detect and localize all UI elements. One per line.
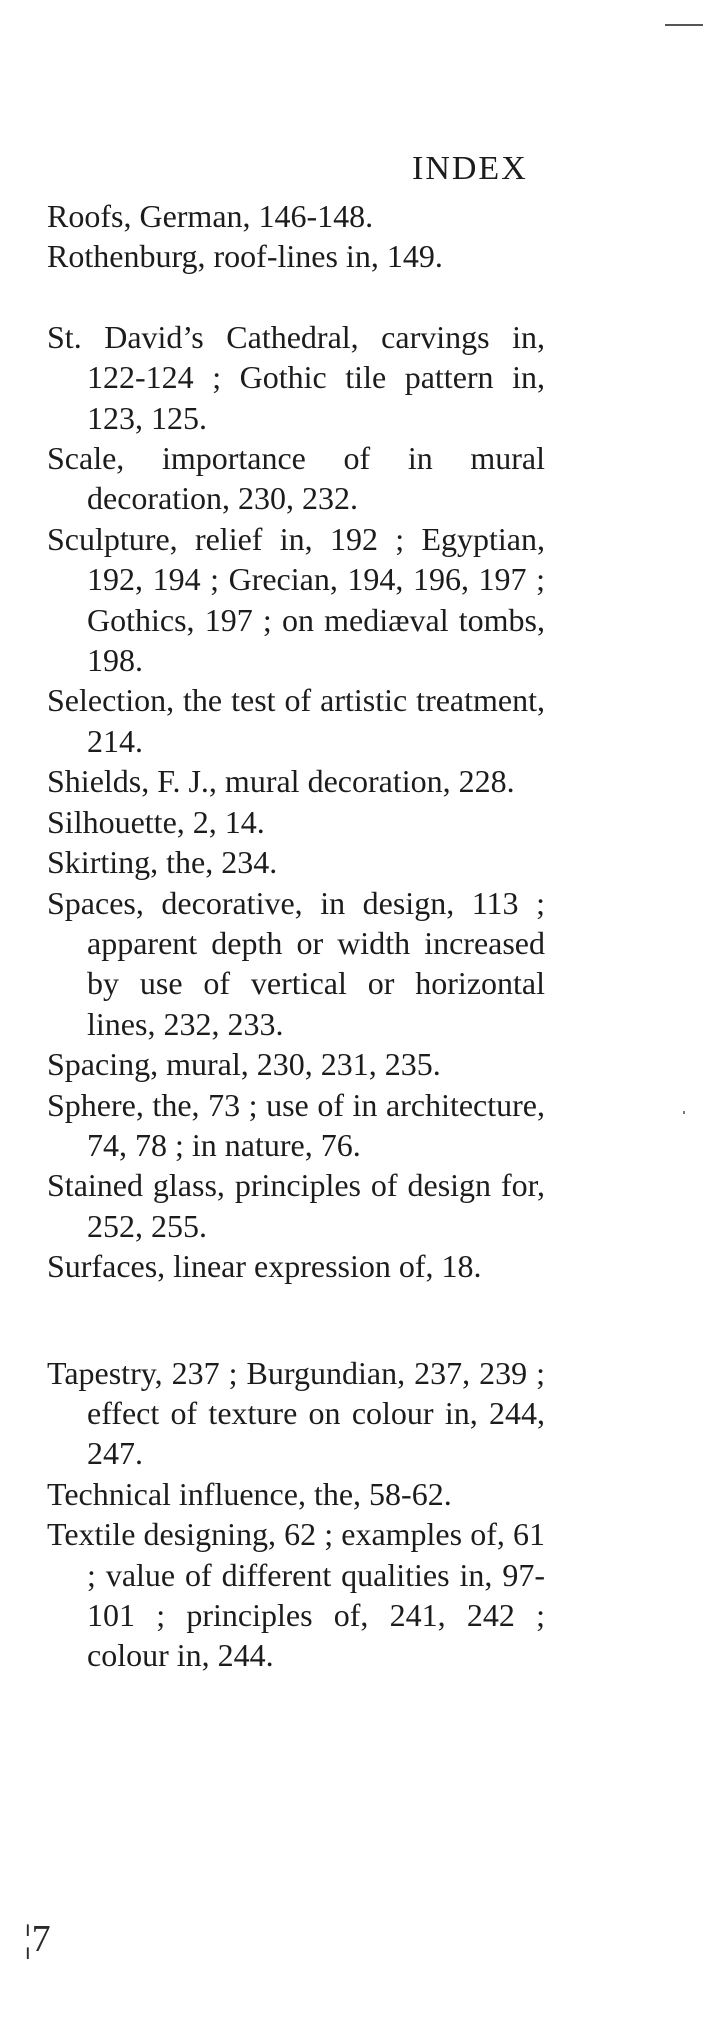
index-entry-roofs-german: Roofs, German, 146-148. [47,198,374,234]
index-entry-tapestry: Tapestry, 237 ; Burgundian, 237, 239 ; effect of texture on colour in, 244, 247. [47,1354,545,1472]
index-entry-scale: Scale, importance of in mural decoration, 230, 232. [47,440,545,517]
index-entry-rothenburg: Rothenburg, roof-lines in, 149. [47,238,443,275]
index-entry-sculpture: Sculpture, relief in, 192 ; Egyptian, 192, 194 ; Grecian, 194, 196, 197 ; Gothics, 197 ; on mediæval tombs, 198. [47,520,545,679]
index-column [47,196,545,1676]
running-header: INDEX [412,150,528,187]
paper-speck [683,1111,685,1114]
index-entry-st-davids-cathedral: St. David’s Cathedral, carvings in, 122-124 ; Gothic tile pattern in, 123, 125. [47,318,545,436]
top-rule [665,24,703,26]
index-entry-silhouette: Silhouette, 2, 14. [47,803,265,840]
page-number: ¦7 [24,1918,51,1960]
index-entry-spaces: Spaces, decorative, in design, 113 ; apparent depth or width increased by use of vertical or horizontal lines, 232, 233. [47,884,545,1042]
index-entry-textile-designing: Textile designing, 62 ; examples of, 61 ; value of different qualities in, 97-101 ; principles of, 241, 242 ; colour in, 244. [47,1516,545,1674]
index-entry-skirting: Skirting, the, 234. [47,844,278,881]
index-entry-surfaces: Surfaces, linear expression of, 18. [47,1248,482,1285]
index-entry-stained-glass: Stained glass, principles of design for, 252, 255. [47,1167,545,1244]
index-entry-shields: Shields, F. J., mural decoration, 228. [47,763,515,800]
index-entry-spacing: Spacing, mural, 230, 231, 235. [47,1046,441,1083]
index-entry-selection: Selection, the test of artistic treatment, 214. [47,682,545,759]
index-entry-sphere: Sphere, the, 73 ; use of in architecture, 74, 78 ; in nature, 76. [47,1086,545,1163]
index-entry-technical-influence: Technical influence, the, 58-62. [47,1475,452,1512]
